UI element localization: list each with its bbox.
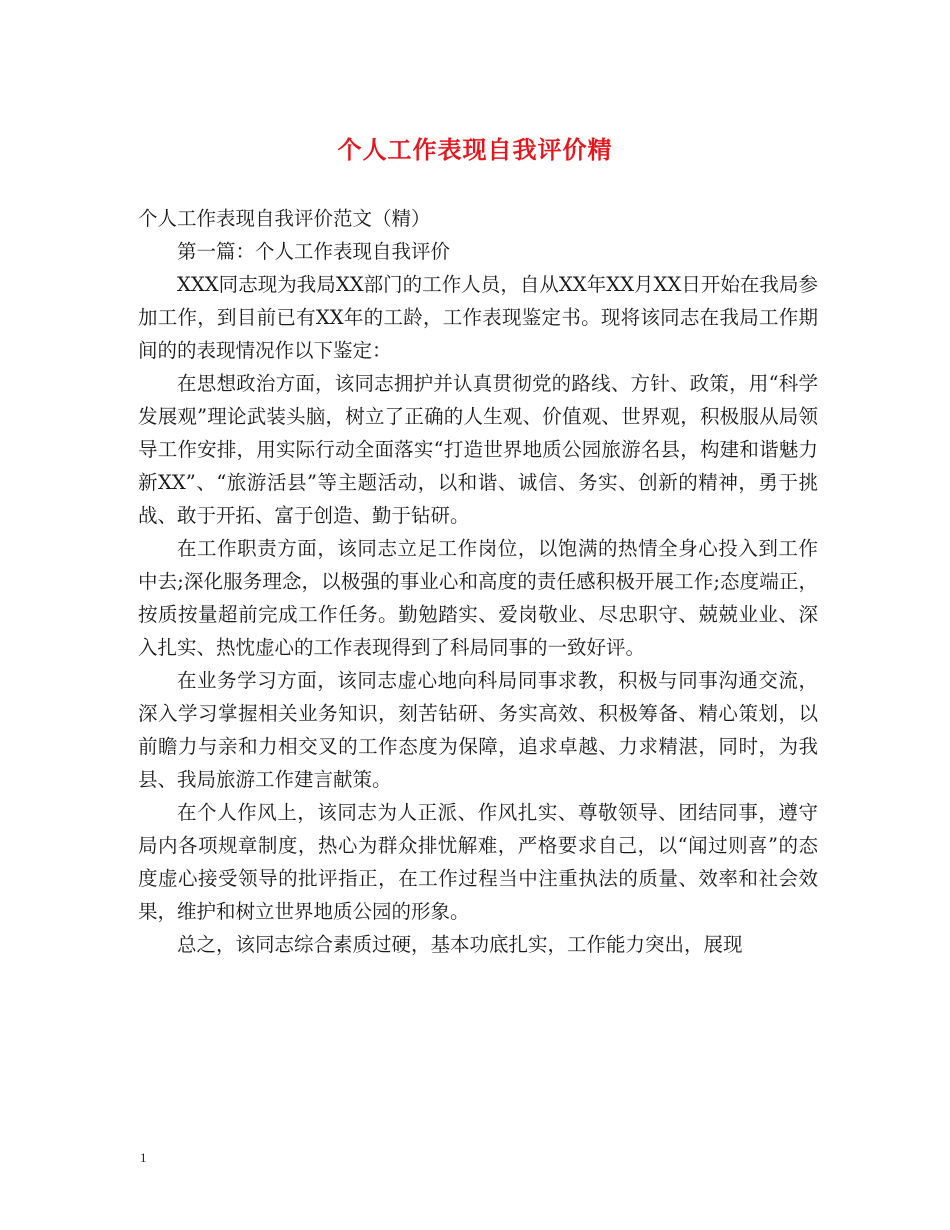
paragraph: 在思想政治方面，该同志拥护并认真贯彻党的路线、方针、政策，用“科学发展观”理论武装头脑，树立了正确的人生观、价值观、世界观，积极服从局领导工作安排，用实际行动全面落实“打造世界地质公园旅游名县，构建和谐魅力新XX”、“旅游活县”等主题活动，以和谐、诚信、务实、创新的精神，勇于挑战、敢于开拓、富于创造、勤于钻研。	[138, 372, 818, 527]
document-title: 个人工作表现自我评价精	[337, 136, 613, 164]
paragraph: 在业务学习方面，该同志虚心地向科局同事求教，积极与同事沟通交流，深入学习掌握相关业务知识，刻苦钻研、务实高效、积极筹备、精心策划，以前瞻力与亲和力相交叉的工作态度为保障，追求卓越、力求精湛，同时，为我县、我局旅游工作建言献策。	[138, 669, 818, 791]
document-body	[138, 202, 818, 961]
section-heading: 第一篇：个人工作表现自我评价	[177, 240, 451, 263]
paragraph: XXX同志现为我局XX部门的工作人员，自从XX年XX月XX日开始在我局参加工作，到目前已有XX年的工龄，工作表现鉴定书。现将该同志在我局工作期间的的表现情况作以下鉴定：	[138, 273, 818, 362]
page-number: 1	[140, 1150, 147, 1165]
paragraph: 在工作职责方面，该同志立足工作岗位，以饱满的热情全身心投入到工作中去;深化服务理念，以极强的事业心和高度的责任感积极开展工作;态度端正，按质按量超前完成工作任务。勤勉踏实、爱岗敬业、尽忠职守、兢兢业业、深入扎实、热忱虚心的工作表现得到了科局同事的一致好评。	[138, 537, 818, 659]
document-subtitle: 个人工作表现自我评价范文（精）	[138, 207, 431, 230]
paragraph: 总之，该同志综合素质过硬，基本功底扎实，工作能力突出，展现	[177, 933, 743, 956]
paragraph: 在个人作风上，该同志为人正派、作风扎实、尊敬领导、团结同事，遵守局内各项规章制度，热心为群众排忧解难，严格要求自己，以“闻过则喜”的态度虚心接受领导的批评指正，在工作过程当中注重执法的质量、效率和社会效果，维护和树立世界地质公园的形象。	[138, 801, 818, 923]
